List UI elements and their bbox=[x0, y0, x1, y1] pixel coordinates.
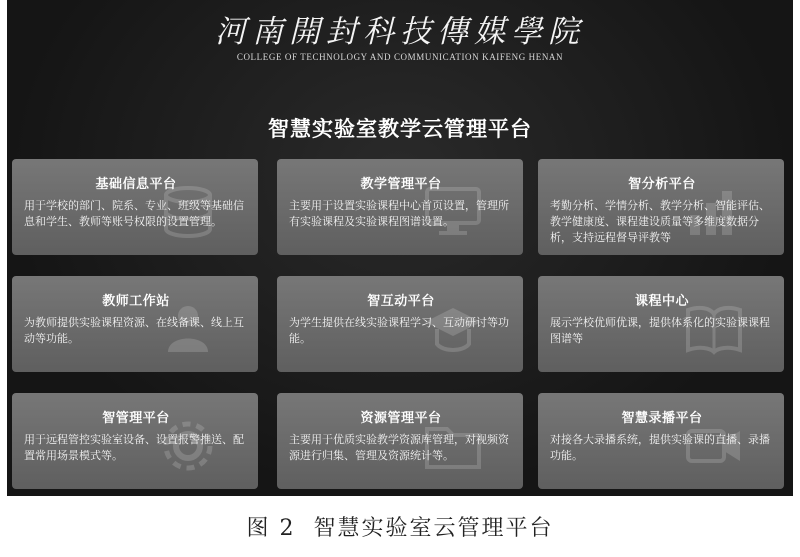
card-title: 教学管理平台 bbox=[360, 177, 442, 192]
card-description: 用于学校的部门、院系、专业、班级等基础信息和学生、教师等账号权限的设置管理。 bbox=[24, 199, 244, 228]
card-course-center[interactable] bbox=[538, 276, 784, 372]
card-description: 用于远程管控实验室设备、设置报警推送、配置常用场景模式等。 bbox=[24, 433, 244, 462]
logo-english: COLLEGE OF TECHNOLOGY AND COMMUNICATION KAIFENG HENAN bbox=[236, 52, 564, 62]
card-description: 主要用于优质实验教学资源库管理，对视频资源进行归集、管理及资源统计等。 bbox=[289, 433, 509, 462]
card-basic-info[interactable] bbox=[12, 159, 258, 255]
card-smart-recording[interactable] bbox=[538, 393, 784, 489]
card-resource-management[interactable] bbox=[277, 393, 523, 489]
card-title: 课程中心 bbox=[634, 294, 689, 309]
card-smart-analysis[interactable] bbox=[538, 159, 784, 255]
figure-caption bbox=[0, 511, 800, 542]
platform-screen bbox=[7, 0, 793, 496]
card-title: 智管理平台 bbox=[102, 411, 170, 426]
card-title: 基础信息平台 bbox=[95, 177, 177, 192]
college-logo bbox=[7, 14, 793, 62]
card-smart-management[interactable] bbox=[12, 393, 258, 489]
card-teaching-management[interactable] bbox=[277, 159, 523, 255]
card-description: 对接各大录播系统，提供实验课的直播、录播功能。 bbox=[550, 433, 770, 462]
module-grid bbox=[12, 159, 788, 489]
card-title: 智互动平台 bbox=[367, 294, 435, 309]
card-title: 智慧录播平台 bbox=[621, 411, 703, 426]
card-title: 资源管理平台 bbox=[360, 411, 442, 426]
card-smart-interaction[interactable] bbox=[277, 276, 523, 372]
card-title: 教师工作站 bbox=[102, 294, 170, 309]
card-description: 为学生提供在线实验课程学习、互动研讨等功能。 bbox=[289, 316, 509, 345]
card-description: 考勤分析、学情分析、教学分析、智能评估、教学健康度、课程建设质量等多维度数据分析，支持远程督导评教等 bbox=[550, 199, 770, 244]
logo-chinese: 河南開封科技傳媒學院 bbox=[215, 14, 585, 50]
card-teacher-workstation[interactable] bbox=[12, 276, 258, 372]
caption-text: 智慧实验室云管理平台 bbox=[313, 516, 554, 541]
card-title: 智分析平台 bbox=[628, 177, 696, 192]
caption-number: 图 2 bbox=[246, 516, 296, 541]
page-title: 智慧实验室教学云管理平台 bbox=[268, 117, 532, 141]
card-description: 为教师提供实验课程资源、在线备课、线上互动等功能。 bbox=[24, 316, 244, 345]
card-description: 主要用于设置实验课程中心首页设置，管理所有实验课程及实验课程图谱设置。 bbox=[289, 199, 509, 228]
card-description: 展示学校优师优课，提供体系化的实验课课程图谱等 bbox=[550, 316, 770, 345]
